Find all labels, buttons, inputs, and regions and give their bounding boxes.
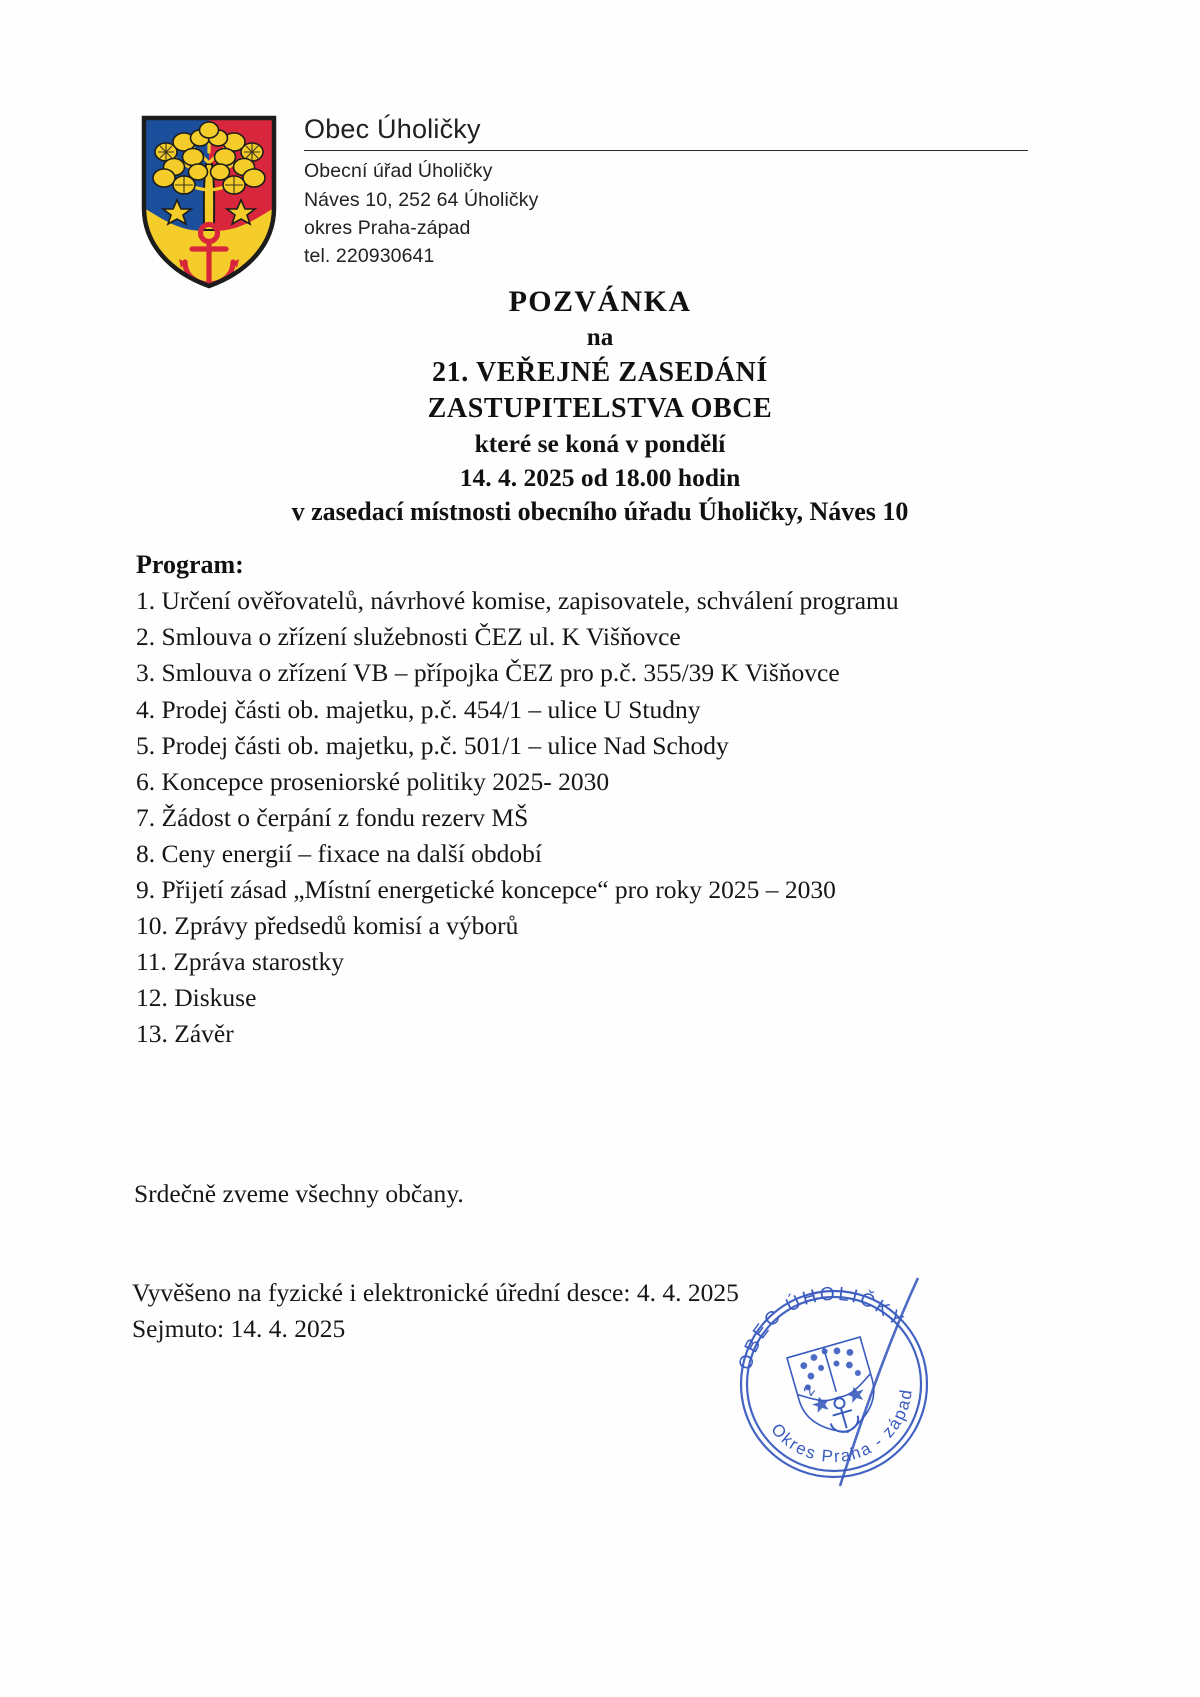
closing-invitation: Srdečně zveme všechny občany. xyxy=(134,1179,464,1208)
program-item: 5. Prodej části ob. majetku, p.č. 501/1 – ulice Nad Schody xyxy=(136,730,729,760)
program-section xyxy=(136,548,1096,1052)
program-item: 7. Žádost o čerpání z fondu rezerv MŠ xyxy=(136,802,529,832)
organization-name: Obec Úholičky xyxy=(304,114,481,144)
page-title: POZVÁNKA xyxy=(508,285,692,318)
title-when-intro: které se koná v pondělí xyxy=(474,429,726,459)
stamp-top-text: OBEC ÚHOLIČKY xyxy=(735,1283,909,1373)
title-datetime: 14. 4. 2025 od 18.00 hodin xyxy=(459,463,741,493)
stamp-center-number: 2 xyxy=(800,1382,819,1400)
program-item: 2. Smlouva o zřízení služebnosti ČEZ ul. K Višňovce xyxy=(136,622,681,652)
program-item: 9. Přijetí zásad „Místní energetické koncepce“ pro roky 2025 – 2030 xyxy=(136,874,836,904)
program-item: 10. Zprávy předsedů komisí a výborů xyxy=(136,911,519,941)
program-item: 8. Ceny energií – fixace na další období xyxy=(136,838,543,868)
title-location: v zasedací místnosti obecního úřadu Úholičky, Náves 10 xyxy=(291,497,909,527)
address-line-phone: tel. 220930641 xyxy=(304,245,435,268)
posting-dates xyxy=(132,1275,739,1347)
program-item: 3. Smlouva o zřízení VB – přípojka ČEZ pro p.č. 355/39 K Višňovce xyxy=(136,658,840,688)
program-item: 1. Určení ověřovatelů, návrhové komise, zapisovatele, schválení programu xyxy=(136,586,899,616)
title-body-name: ZASTUPITELSTVA OBCE xyxy=(427,393,773,425)
letterhead xyxy=(136,108,1016,292)
posted-date-line: Vyvěšeno na fyzické i elektronické úřední desce: 4. 4. 2025 xyxy=(132,1278,739,1307)
program-item: 12. Diskuse xyxy=(136,983,257,1013)
address-line-office: Obecní úřad Úholičky xyxy=(304,160,493,183)
letterhead-text xyxy=(282,108,1028,271)
official-round-stamp-icon xyxy=(722,1272,946,1496)
program-item: 11. Zpráva starostky xyxy=(136,947,344,977)
letterhead-divider xyxy=(304,150,1028,151)
removed-date-line: Sejmuto: 14. 4. 2025 xyxy=(132,1314,346,1344)
program-item: 13. Závěr xyxy=(136,1019,234,1049)
title-session-number: 21. VEŘEJNÉ ZASEDÁNÍ xyxy=(432,357,768,389)
program-heading: Program: xyxy=(136,550,244,579)
title-preposition: na xyxy=(586,324,614,352)
program-item: 6. Koncepce proseniorské politiky 2025- 2030 xyxy=(136,766,610,796)
stamp-bottom-text: Okres Praha - západ xyxy=(767,1386,917,1467)
program-item: 4. Prodej části ob. majetku, p.č. 454/1 – ulice U Studny xyxy=(136,694,701,724)
coat-of-arms-icon xyxy=(136,108,282,292)
title-block xyxy=(0,283,1200,530)
address-line-street: Náves 10, 252 64 Úholičky xyxy=(304,188,539,211)
address-line-district: okres Praha-západ xyxy=(304,216,471,239)
program-list xyxy=(136,583,1096,1052)
